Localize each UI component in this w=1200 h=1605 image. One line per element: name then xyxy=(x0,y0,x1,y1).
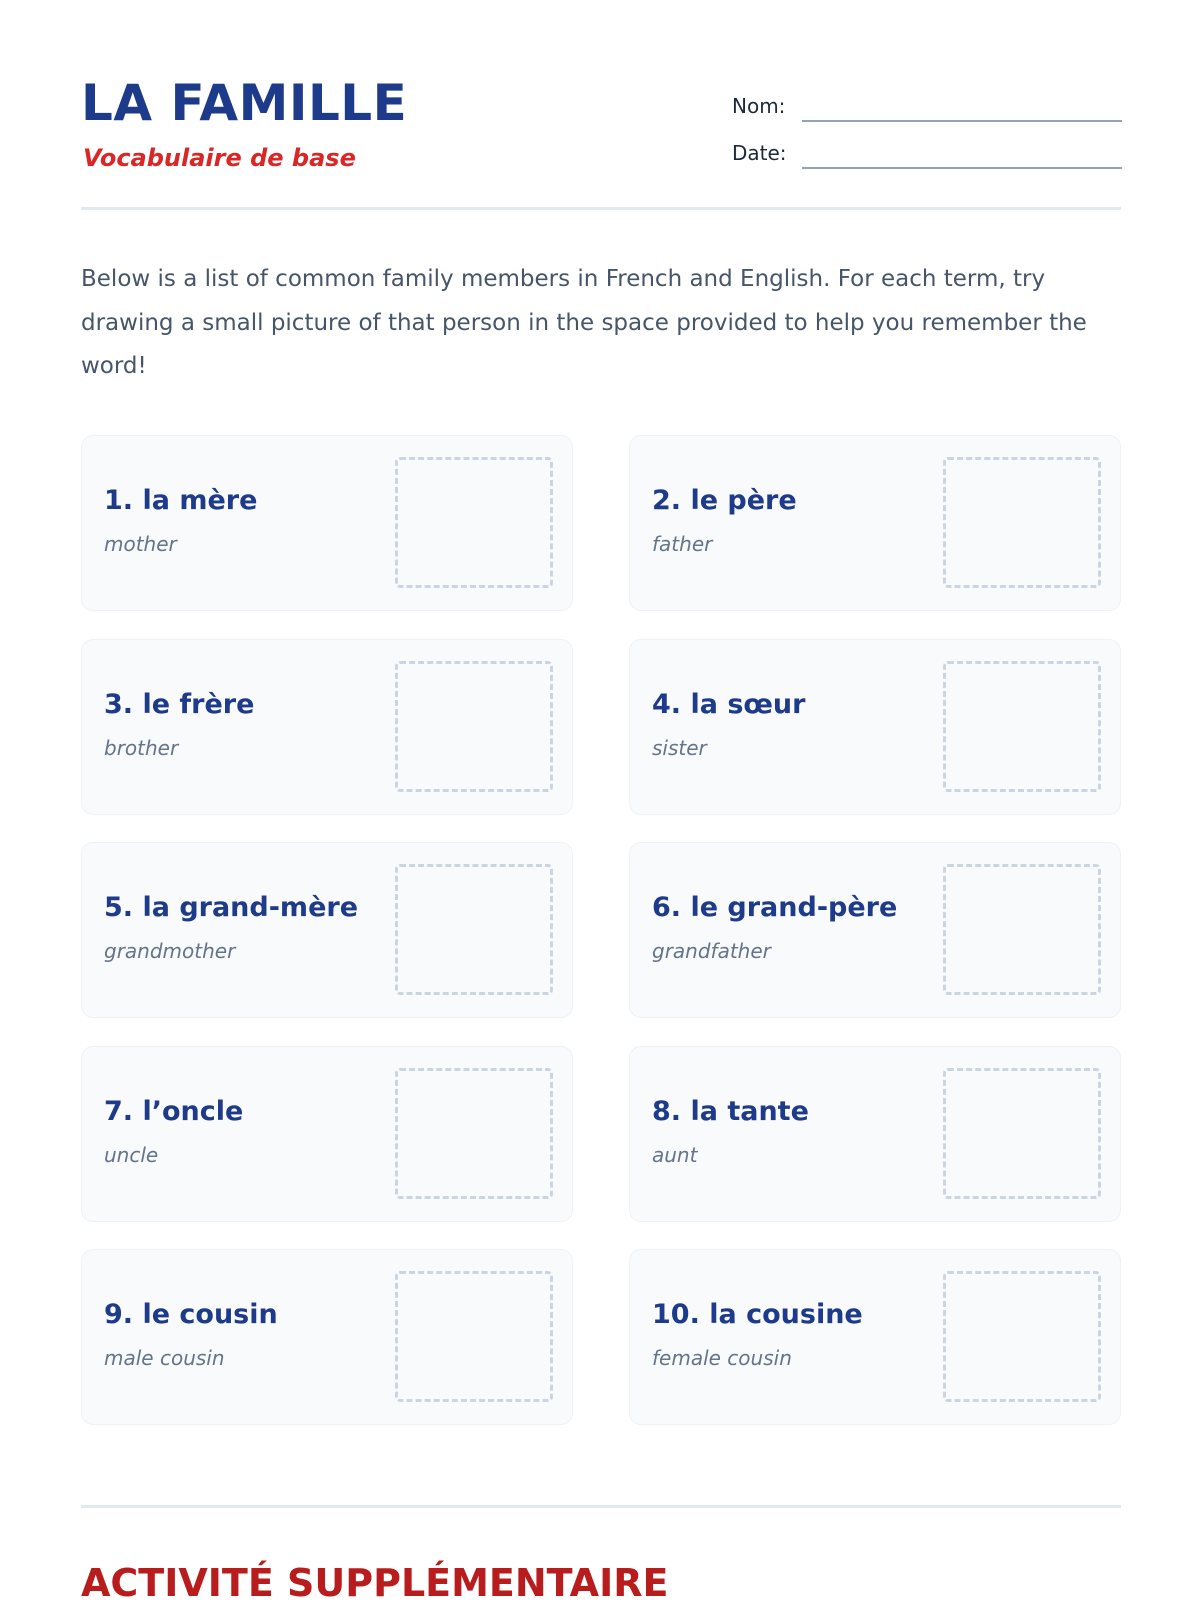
name-field[interactable] xyxy=(732,92,1122,122)
date-line[interactable] xyxy=(802,167,1122,169)
page-title: LA FAMILLE xyxy=(81,74,408,132)
worksheet-header xyxy=(81,0,1121,210)
vocab-translation: father xyxy=(652,532,713,556)
name-line[interactable] xyxy=(802,120,1122,122)
vocab-term: 3. le frère xyxy=(104,689,255,720)
vocab-translation: grandmother xyxy=(104,939,236,963)
vocab-translation: female cousin xyxy=(652,1346,792,1370)
drawing-box[interactable] xyxy=(395,457,553,588)
date-label: Date: xyxy=(732,141,787,165)
drawing-box[interactable] xyxy=(395,661,553,792)
activity-section-title: ACTIVITÉ SUPPLÉMENTAIRE xyxy=(81,1561,669,1605)
vocab-card-female-cousin xyxy=(629,1249,1121,1425)
vocab-term: 1. la mère xyxy=(104,485,258,516)
vocab-translation: aunt xyxy=(652,1143,698,1167)
vocab-card-male-cousin xyxy=(81,1249,573,1425)
page-subtitle: Vocabulaire de base xyxy=(83,144,356,172)
drawing-box[interactable] xyxy=(943,1068,1101,1199)
vocab-term: 2. le père xyxy=(652,485,797,516)
vocab-translation: uncle xyxy=(104,1143,159,1167)
vocab-term: 4. la sœur xyxy=(652,689,806,720)
drawing-box[interactable] xyxy=(395,1271,553,1402)
drawing-box[interactable] xyxy=(943,864,1101,995)
section-divider xyxy=(81,1505,1121,1508)
vocab-term: 7. l’oncle xyxy=(104,1096,244,1127)
vocab-term: 9. le cousin xyxy=(104,1299,278,1330)
vocab-term: 5. la grand-mère xyxy=(104,892,359,923)
vocab-card-grandmother xyxy=(81,842,573,1018)
name-label: Nom: xyxy=(732,94,786,118)
vocab-term: 10. la cousine xyxy=(652,1299,863,1330)
worksheet-page xyxy=(81,0,1121,1605)
drawing-box[interactable] xyxy=(943,661,1101,792)
vocab-translation: sister xyxy=(652,736,707,760)
vocab-translation: brother xyxy=(104,736,179,760)
vocab-card-uncle xyxy=(81,1046,573,1222)
vocab-card-mother xyxy=(81,435,573,611)
vocab-term: 6. le grand-père xyxy=(652,892,898,923)
drawing-box[interactable] xyxy=(395,864,553,995)
intro-text: Below is a list of common family members in French and English. For each term, try drawing a small picture of that person in the space provided to help you remember the word! xyxy=(81,266,1087,379)
vocab-card-sister xyxy=(629,639,1121,815)
vocab-translation: male cousin xyxy=(104,1346,225,1370)
vocab-card-father xyxy=(629,435,1121,611)
vocab-translation: mother xyxy=(104,532,177,556)
vocab-card-grandfather xyxy=(629,842,1121,1018)
vocab-term: 8. la tante xyxy=(652,1096,809,1127)
vocab-card-aunt xyxy=(629,1046,1121,1222)
vocab-translation: grandfather xyxy=(652,939,771,963)
date-field[interactable] xyxy=(732,139,1122,169)
drawing-box[interactable] xyxy=(943,1271,1101,1402)
drawing-box[interactable] xyxy=(943,457,1101,588)
drawing-box[interactable] xyxy=(395,1068,553,1199)
vocab-card-brother xyxy=(81,639,573,815)
